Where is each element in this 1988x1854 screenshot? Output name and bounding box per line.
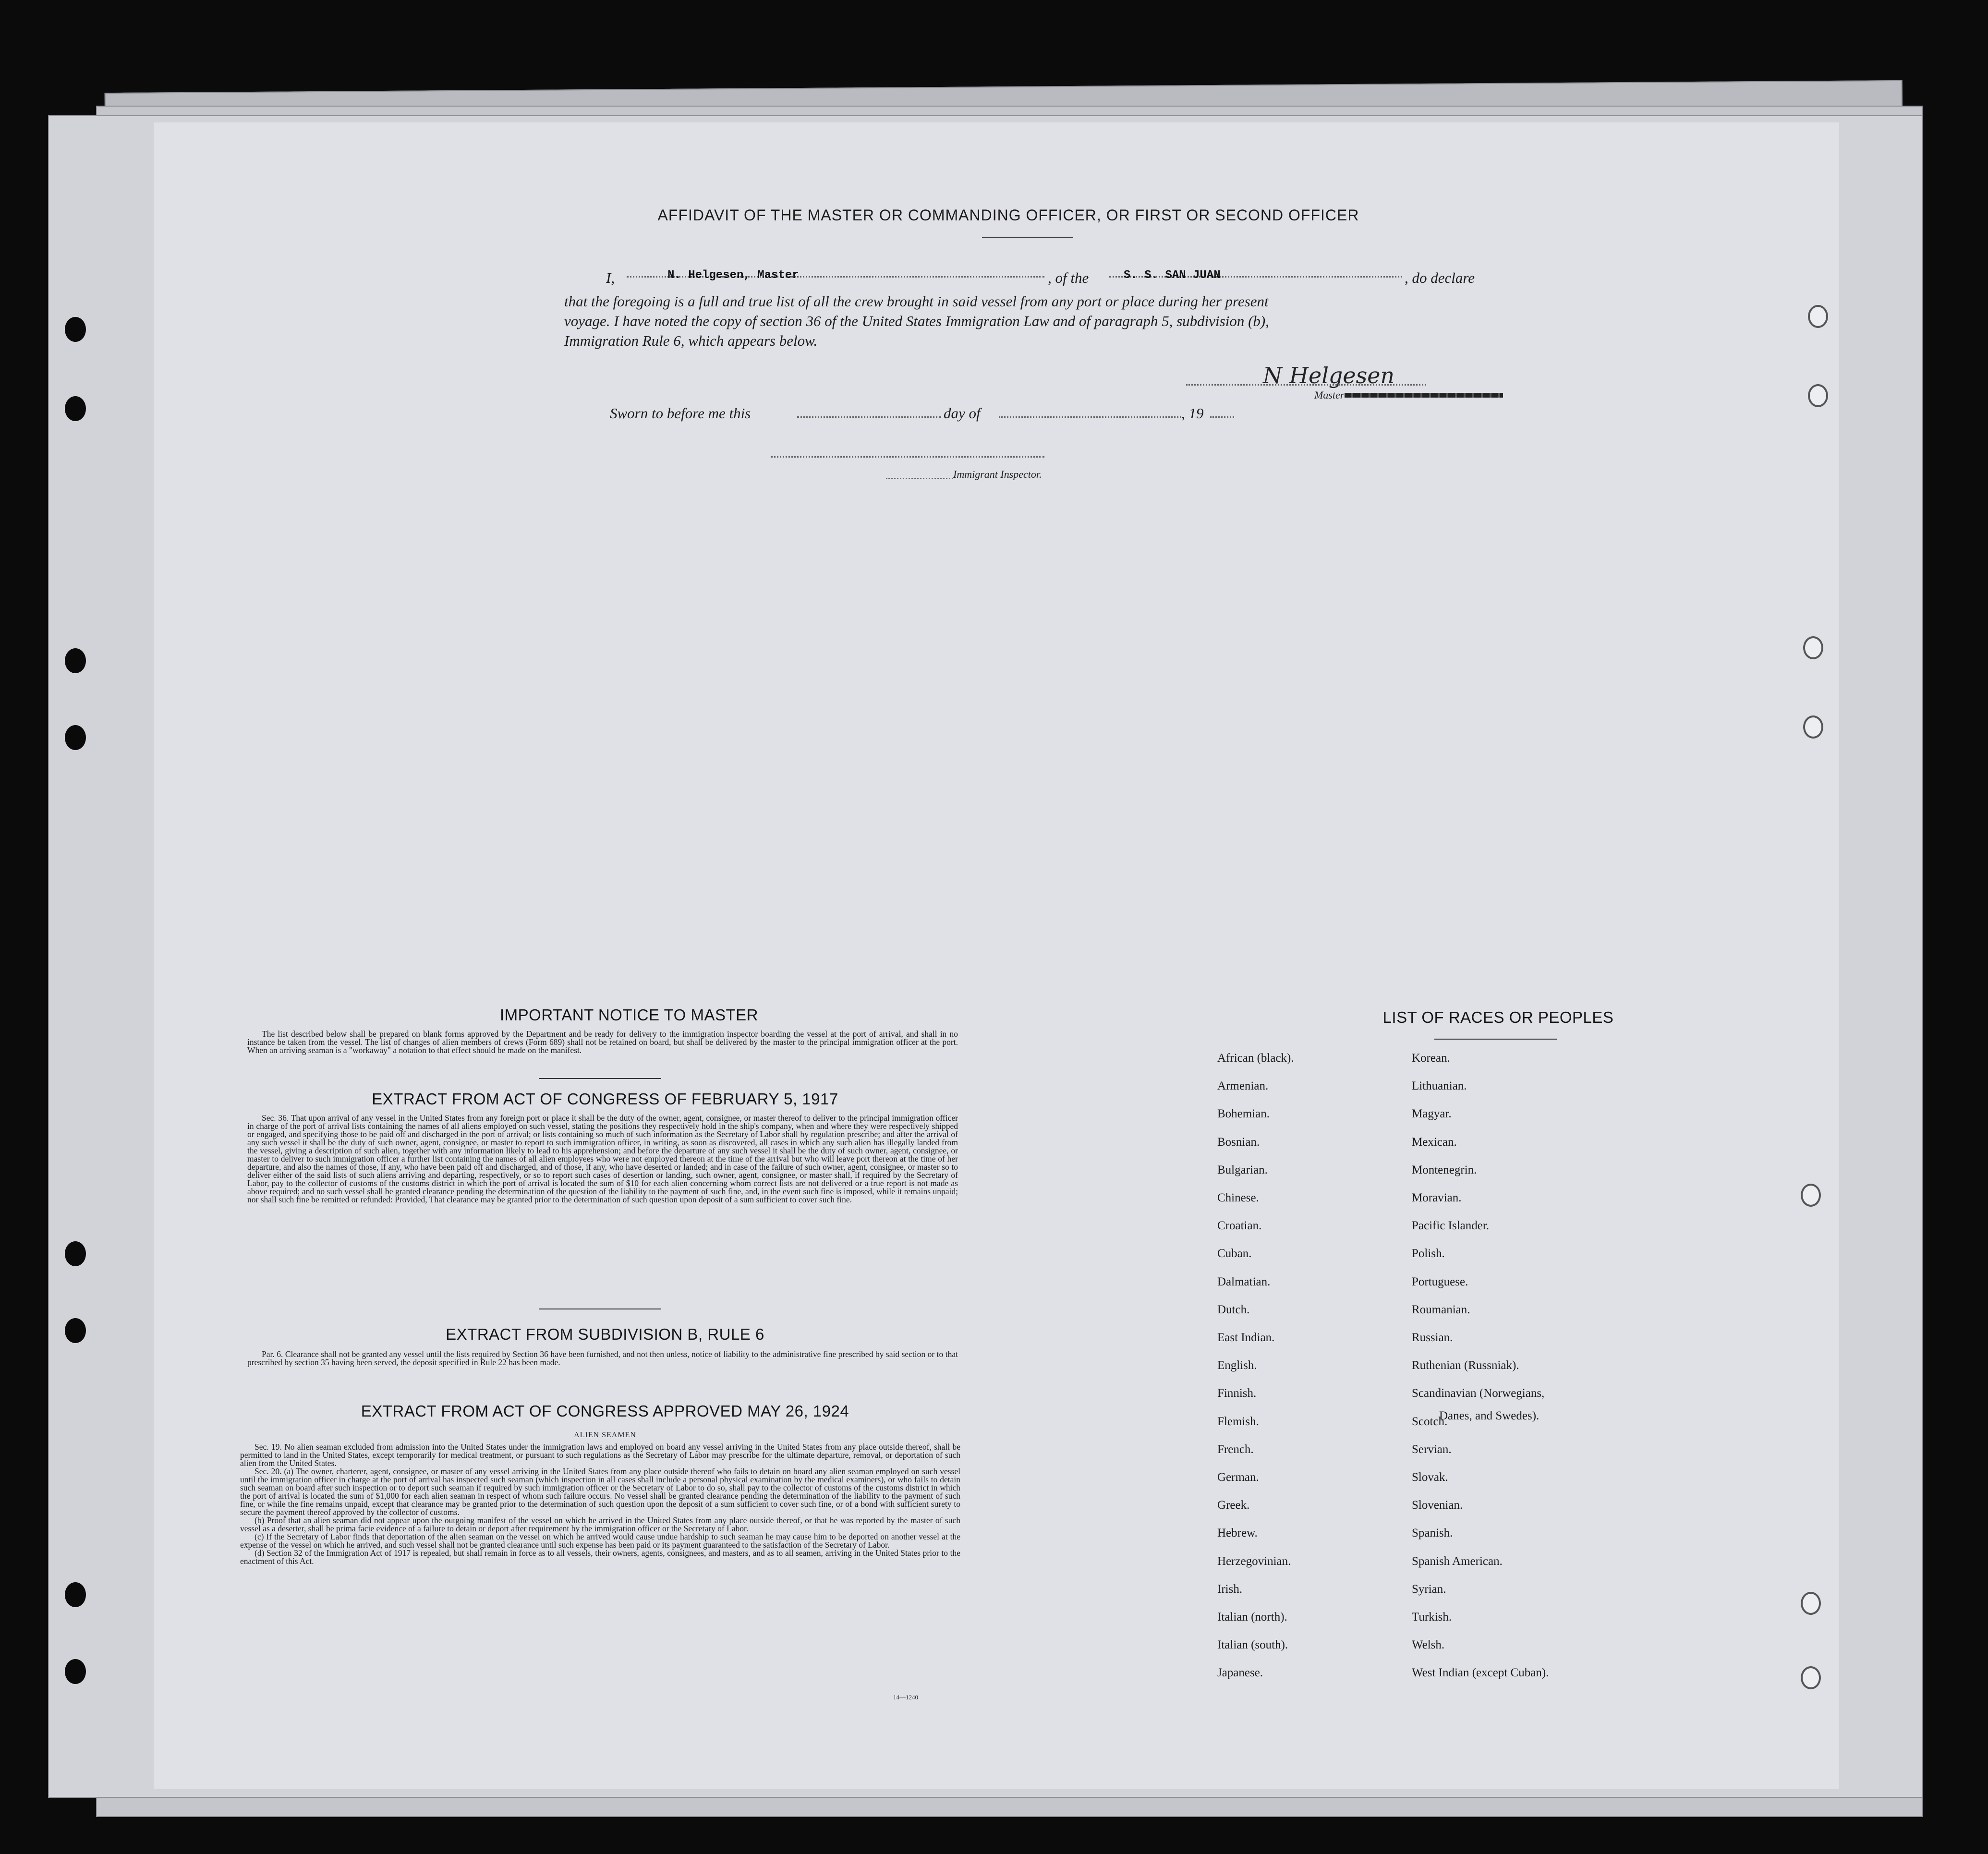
day-of-label: day of bbox=[944, 405, 981, 422]
punch-hole bbox=[1801, 1184, 1821, 1207]
affidavit-statement-line: Immigration Rule 6, which appears below. bbox=[564, 332, 818, 349]
sworn-year-line bbox=[1210, 416, 1234, 418]
extract-1924-title: EXTRACT FROM ACT OF CONGRESS APPROVED MAY 26, 1924 bbox=[361, 1402, 849, 1420]
race-item: Danes, and Swedes). bbox=[1439, 1409, 1539, 1422]
race-item: Armenian. bbox=[1217, 1079, 1269, 1093]
punch-hole bbox=[1803, 636, 1823, 659]
race-item: Roumanian. bbox=[1412, 1303, 1470, 1316]
race-item: Greek. bbox=[1217, 1499, 1250, 1512]
race-item: Bosnian. bbox=[1217, 1135, 1260, 1149]
punch-hole bbox=[65, 1241, 86, 1266]
section-20c: (c) If the Secretary of Labor finds that deportation of the alien seaman on the vessel on which he arrived would cause undue hardship to such seaman he may cause him to be deported on another vessel at the expense of the vessel on which he arrived, and such vessel shall not be granted clearance until such expense has been paid or its payment guaranteed to the satisfaction of the Secretary of Labor. bbox=[240, 1532, 960, 1550]
races-title: LIST OF RACES OR PEOPLES bbox=[1382, 1008, 1614, 1026]
race-item: Italian (south). bbox=[1217, 1638, 1288, 1652]
race-item: Slovenian. bbox=[1412, 1499, 1463, 1512]
race-item: Ruthenian (Russniak). bbox=[1412, 1359, 1519, 1372]
race-item: Hebrew. bbox=[1217, 1527, 1258, 1540]
punch-hole bbox=[1803, 715, 1823, 739]
race-item: East Indian. bbox=[1217, 1331, 1275, 1344]
race-item: German. bbox=[1217, 1471, 1259, 1484]
inspector-label: Immigrant Inspector. bbox=[953, 468, 1042, 480]
punch-hole bbox=[65, 725, 86, 750]
race-item: Turkish. bbox=[1412, 1611, 1452, 1624]
do-declare-label: , do declare bbox=[1405, 269, 1475, 286]
race-item: Mexican. bbox=[1412, 1135, 1457, 1149]
vessel-name: S. S. SAN JUAN bbox=[1124, 269, 1221, 282]
extract-1924-text bbox=[240, 1443, 960, 1565]
race-item: Welsh. bbox=[1412, 1638, 1445, 1652]
race-item: Irish. bbox=[1217, 1582, 1243, 1596]
race-item: French. bbox=[1217, 1442, 1254, 1456]
subdivision-text: Par. 6. Clearance shall not be granted any vessel until the lists required by Section 36 have been furnished, and not then unless, notice of liability to the administrative fine prescribed by said section or to that prescribed by section 35 having been served, the deposit specified in Rule 22 has been made. bbox=[247, 1349, 958, 1367]
race-item: Scandinavian (Norwegians, bbox=[1412, 1387, 1545, 1400]
race-item: English. bbox=[1217, 1359, 1257, 1372]
race-item: Spanish American. bbox=[1412, 1554, 1503, 1568]
affidavit-title: AFFIDAVIT OF THE MASTER OR COMMANDING OFFICER, OR FIRST OR SECOND OFFICER bbox=[657, 206, 1359, 224]
race-item: Scotch. bbox=[1412, 1415, 1448, 1428]
master-label: Master bbox=[1314, 389, 1345, 401]
section-20a: Sec. 20. (a) The owner, charterer, agent, consignee, or master of any vessel arriving in the United States from any place outside thereof who fails to detain on board any alien seaman employed on such vessel until the immigration officer in charge at the port of arrival has inspected such seaman (which inspection in all cases shall include a personal physical examination by the medical examiners), or who fails to detain such seaman on board after such inspection or to deport such seaman if required by such immigration officer or the Secretary of Labor to do so, shall pay to the collector of customs of the customs district in which the port of arrival is located the sum of $1,000 for each alien seaman in respect of whom such failure occurs. No vessel shall be granted clearance pending the determination of the liability to the payment of such fine, or while the fine remains unpaid, except that clearance may be granted prior to the determination of such question upon the deposit of a sum sufficient to cover such fine, or of a bond with sufficient surety to secure the payment thereof approved by the collector of customs. bbox=[240, 1466, 960, 1517]
race-item: Russian. bbox=[1412, 1331, 1453, 1344]
affidavit-statement-line: voyage. I have noted the copy of section 36 of the United States Immigration Law and of paragraph 5, subdivision (b), bbox=[564, 313, 1269, 329]
race-item: West Indian (except Cuban). bbox=[1412, 1666, 1549, 1680]
race-item: Servian. bbox=[1412, 1442, 1452, 1456]
race-item: Chinese. bbox=[1217, 1191, 1259, 1204]
section-20b: (b) Proof that an alien seaman did not appear upon the outgoing manifest of the vessel on which he arrived in the United States from any place outside thereof, or that he was reported by the master of such vessel as a deserter, shall be prima facie evidence of a failure to detain or deport after requirement by the immigration officer or the Secretary of Labor. bbox=[240, 1515, 960, 1533]
race-item: Flemish. bbox=[1217, 1415, 1259, 1428]
of-the-label: , of the bbox=[1048, 269, 1089, 286]
section-19: Sec. 19. No alien seaman excluded from admission into the United States under the immigration laws and employed on board any vessel arriving in the United States from any place outside thereof, shall be permitted to land in the United States, except temporarily for medical treatment, or pursuant to such regulations as the Secretary of Labor may prescribe for the ultimate departure, removal, or deportation of such alien from the United States. bbox=[240, 1442, 960, 1468]
punch-hole bbox=[65, 648, 86, 673]
race-item: Lithuanian. bbox=[1412, 1079, 1467, 1093]
punch-hole bbox=[1808, 384, 1828, 407]
extract-1917-title: EXTRACT FROM ACT OF CONGRESS OF FEBRUARY 5, 1917 bbox=[372, 1090, 838, 1108]
race-item: Polish. bbox=[1412, 1247, 1445, 1260]
affidavit-statement-line: that the foregoing is a full and true list of all the crew brought in said vessel from any port or place during her present bbox=[564, 293, 1269, 310]
year-label: , 19 bbox=[1181, 405, 1204, 422]
manifest-page bbox=[154, 122, 1839, 1789]
race-item: Cuban. bbox=[1217, 1247, 1252, 1260]
form-number: 14—1240 bbox=[893, 1694, 918, 1701]
sworn-label: Sworn to before me this bbox=[610, 405, 751, 422]
affidavit-i: I, bbox=[606, 269, 615, 286]
race-item: Montenegrin. bbox=[1412, 1163, 1477, 1176]
inspector-line bbox=[886, 478, 953, 479]
race-item: Japanese. bbox=[1217, 1666, 1263, 1680]
section-20d: (d) Section 32 of the Immigration Act of 1917 is repealed, but shall remain in force as to all vessels, their owners, agents, consignees, and masters, and as to all seamen, arriving in the United States prior to the enactment of this Act. bbox=[240, 1548, 960, 1566]
alien-seamen-subtitle: ALIEN SEAMEN bbox=[574, 1431, 636, 1439]
punch-hole bbox=[65, 1659, 86, 1684]
divider bbox=[539, 1078, 661, 1079]
struck-title bbox=[1345, 393, 1503, 398]
race-item: Croatian. bbox=[1217, 1219, 1262, 1233]
race-item: Spanish. bbox=[1412, 1527, 1453, 1540]
master-signature: N Helgesen bbox=[1263, 363, 1395, 388]
subdivision-title: EXTRACT FROM SUBDIVISION B, RULE 6 bbox=[446, 1325, 764, 1343]
extract-1917-text: Sec. 36. That upon arrival of any vessel in the United States from any foreign port or place it shall be the duty of the owner, agent, consignee, or master thereof to deliver to the principal immigration officer in charge of the port of arrival lists containing the names of all aliens employed on such vessel, stating the positions they respectively hold in the ship's company, when and where they were respectively shipped or engaged, and specifying those to be paid off and discharged in the port of arrival; or lists containing so much of such information as the Secretary of Labor shall by regulation prescribe; and after the arrival of any such vessel it shall be the duty of such owner, agent, consignee, or master to report to such immigration officer, in writing, as soon as discovered, all cases in which any such alien has illegally landed from the vessel, giving a description of such alien, together with any information likely to lead to his apprehension; and before the departure of any such vessel it shall be the duty of such owner, agent, consignee, or master to deliver to such immigration officer a further list containing the names of all alien employees who were not employed thereon at the time of the arrival but who will leave port thereon at the time of her departure, and also the names of those, if any, who have been paid off and discharged, and of those, if any, who have deserted or landed; and in case of the failure of such owner, agent, consignee, or master so to deliver either of the said lists of such aliens arriving and departing, respectively, or so to report such cases of desertion or landing, such owner, agent, consignee, or master shall, if required by the Secretary of Labor, pay to the collector of customs of the customs district in which the port of arrival is located the sum of $10 for each alien concerning whom correct lists are not delivered or a true report is not made as above required; and no such vessel shall be granted clearance pending the determination of the question of the liability to the payment of such fine, and, in the event such fine is imposed, while it remains unpaid; nor shall such fine be remitted or refunded: Provided, That clearance may be granted prior to the determination of such question upon deposit of a sum sufficient to cover such fine. bbox=[247, 1113, 958, 1204]
notice-title: IMPORTANT NOTICE TO MASTER bbox=[499, 1006, 758, 1024]
inspector-signature-line bbox=[771, 456, 1044, 458]
sworn-month-line bbox=[999, 416, 1181, 418]
race-item: Moravian. bbox=[1412, 1191, 1462, 1204]
punch-hole bbox=[1801, 1666, 1821, 1689]
notice-text: The list described below shall be prepared on blank forms approved by the Department and be ready for delivery to the immigration inspector boarding the vessel at the port of arrival, and shall in no instance be taken from the vessel. The list of changes of alien members of crews (Form 689) shall not be retained on board, but shall be delivered by the master to the principal immigration officer at the port. When an arriving seaman is a "workaway" a notation to that effect should be made on the manifest. bbox=[247, 1029, 958, 1055]
race-item: Magyar. bbox=[1412, 1107, 1452, 1121]
race-item: Dutch. bbox=[1217, 1303, 1250, 1316]
race-item: Bohemian. bbox=[1217, 1107, 1270, 1121]
sworn-day-line bbox=[797, 416, 941, 418]
punch-hole bbox=[65, 1582, 86, 1607]
race-item: Italian (north). bbox=[1217, 1611, 1287, 1624]
race-item: Portuguese. bbox=[1412, 1275, 1468, 1288]
race-item: Finnish. bbox=[1217, 1387, 1257, 1400]
signature-line bbox=[1186, 384, 1426, 386]
race-item: Bulgarian. bbox=[1217, 1163, 1268, 1176]
race-item: Dalmatian. bbox=[1217, 1275, 1271, 1288]
officer-name: N. Helgesen, Master bbox=[667, 269, 799, 282]
punch-hole bbox=[65, 396, 86, 421]
race-item: Korean. bbox=[1412, 1052, 1450, 1065]
punch-hole bbox=[65, 317, 86, 342]
race-item: Slovak. bbox=[1412, 1471, 1448, 1484]
divider bbox=[982, 237, 1073, 238]
race-item: African (black). bbox=[1217, 1052, 1294, 1065]
race-item: Syrian. bbox=[1412, 1582, 1446, 1596]
punch-hole bbox=[1808, 305, 1828, 328]
punch-hole bbox=[65, 1318, 86, 1343]
race-item: Herzegovinian. bbox=[1217, 1554, 1291, 1568]
divider bbox=[1434, 1039, 1557, 1040]
race-item: Pacific Islander. bbox=[1412, 1219, 1490, 1233]
